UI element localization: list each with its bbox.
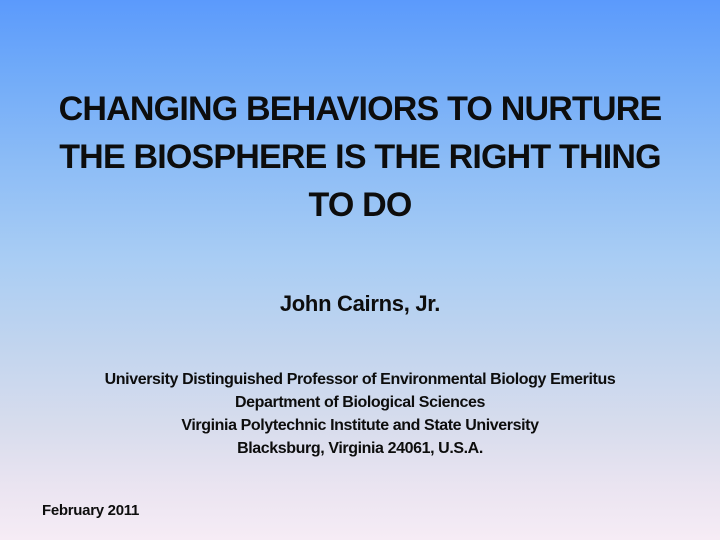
affiliation-line-department: Department of Biological Sciences [235, 394, 485, 411]
author-name: John Cairns, Jr. [279, 291, 441, 316]
affiliation-line-professor-title: University Distinguished Professor of Environmental Biology Emeritus [104, 371, 616, 388]
affiliation-line-address: Blacksburg, Virginia 24061, U.S.A. [237, 440, 483, 457]
affiliation-line-university: Virginia Polytechnic Institute and State University [181, 417, 539, 434]
slide-title [20, 85, 700, 229]
affiliation-block [30, 368, 690, 460]
slide-title-line-3: TO DO [308, 186, 412, 224]
slide-title-line-2: THE BIOSPHERE IS THE RIGHT THING [59, 138, 661, 176]
slide-title-line-1: CHANGING BEHAVIORS TO NURTURE [58, 90, 662, 128]
date-label: February 2011 [42, 502, 139, 519]
